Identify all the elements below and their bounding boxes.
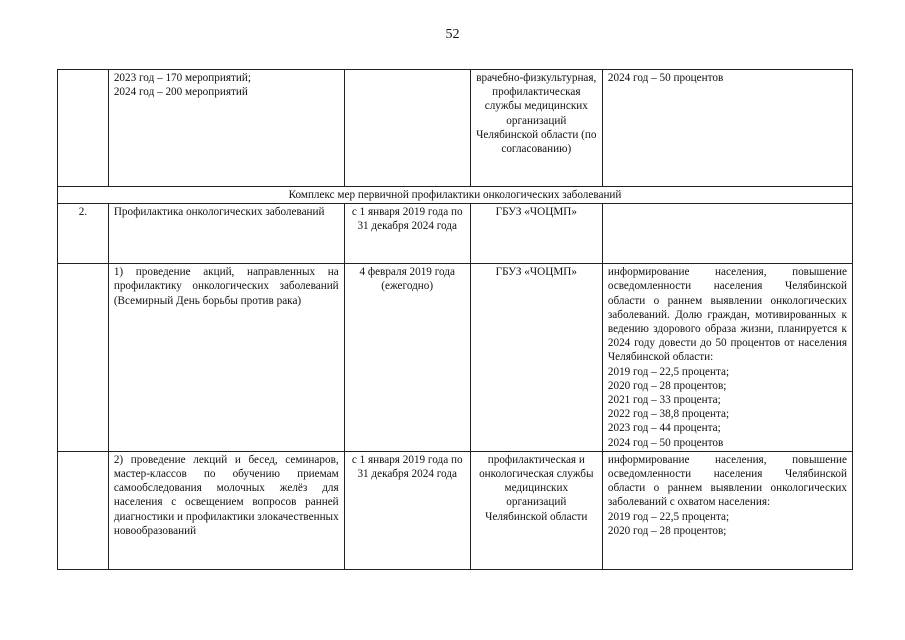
table-row-sub1 <box>58 264 853 452</box>
table-row-item <box>58 204 853 264</box>
section-title-row <box>58 187 853 204</box>
measures-cell <box>108 70 344 187</box>
section-title: Комплекс мер первичной профилактики онкологических заболеваний <box>58 187 853 204</box>
measure-line: 2023 год – 170 мероприятий; <box>113 72 251 84</box>
item-executor: ГБУЗ «ЧОЦМП» <box>470 204 602 264</box>
table-row-continued <box>58 70 853 187</box>
result-line: 2023 год – 44 процента; <box>607 422 721 435</box>
sub-item-result <box>602 264 852 452</box>
number-cell <box>58 451 109 569</box>
sub-item-executor: ГБУЗ «ЧОЦМП» <box>470 264 602 452</box>
number-cell <box>58 264 109 452</box>
period-cell <box>344 70 470 187</box>
sub-item-period: 4 февраля 2019 года (ежегодно) <box>344 264 470 452</box>
page-number: 52 <box>445 27 460 42</box>
item-result <box>602 204 852 264</box>
result-text: информирование населения, повышение осведомленности населения Челябинской области о раннем выявлении онкологических заболеваний с охватом населения: <box>607 453 847 509</box>
result-line: 2020 год – 28 процентов; <box>607 379 727 392</box>
result-line: 2019 год – 22,5 процента; <box>607 365 730 378</box>
sub-item-text: 2) проведение лекций и бесед, семинаров, мастер-классов по обучению приемам самообследования молочных желёз для населения с освещением вопросов ранней диагностики и профилактики злокачественных новообразований <box>108 451 344 569</box>
result-line: 2024 год – 50 процентов <box>607 436 724 449</box>
measure-line: 2024 год – 200 мероприятий <box>113 86 248 99</box>
table-row-sub2 <box>58 451 853 569</box>
item-period: с 1 января 2019 года по 31 декабря 2024 года <box>344 204 470 264</box>
item-title: Профилактика онкологических заболеваний <box>108 204 344 264</box>
sub-item-period: с 1 января 2019 года по 31 декабря 2024 года <box>344 451 470 569</box>
result-line: 2022 год – 38,8 процента; <box>607 408 730 421</box>
result-line: 2020 год – 28 процентов; <box>607 524 727 537</box>
program-table <box>57 69 853 570</box>
sub-item-result <box>602 451 852 569</box>
number-cell <box>58 70 109 187</box>
item-number: 2. <box>58 204 109 264</box>
result-line: 2021 год – 33 процента; <box>607 394 721 407</box>
sub-item-executor: профилактическая и онкологическая службы медицинских организаций Челябинской области <box>470 451 602 569</box>
result-cell: 2024 год – 50 процентов <box>602 70 852 187</box>
executor-cell: врачебно-физкультурная, профилактическая службы медицинских организаций Челябинской области (по согласованию) <box>470 70 602 187</box>
result-line: 2019 год – 22,5 процента; <box>607 510 730 523</box>
sub-item-text: 1) проведение акций, направленных на профилактику онкологических заболеваний (Всемирный День борьбы против рака) <box>108 264 344 452</box>
result-text: информирование населения, повышение осведомленности населения Челябинской области о раннем выявлении онкологических заболеваний. Долю граждан, мотивированных к ведению здорового образа жизни, планируется к 2024 году довести до 50 процентов от населения Челябинской области: <box>607 266 847 364</box>
